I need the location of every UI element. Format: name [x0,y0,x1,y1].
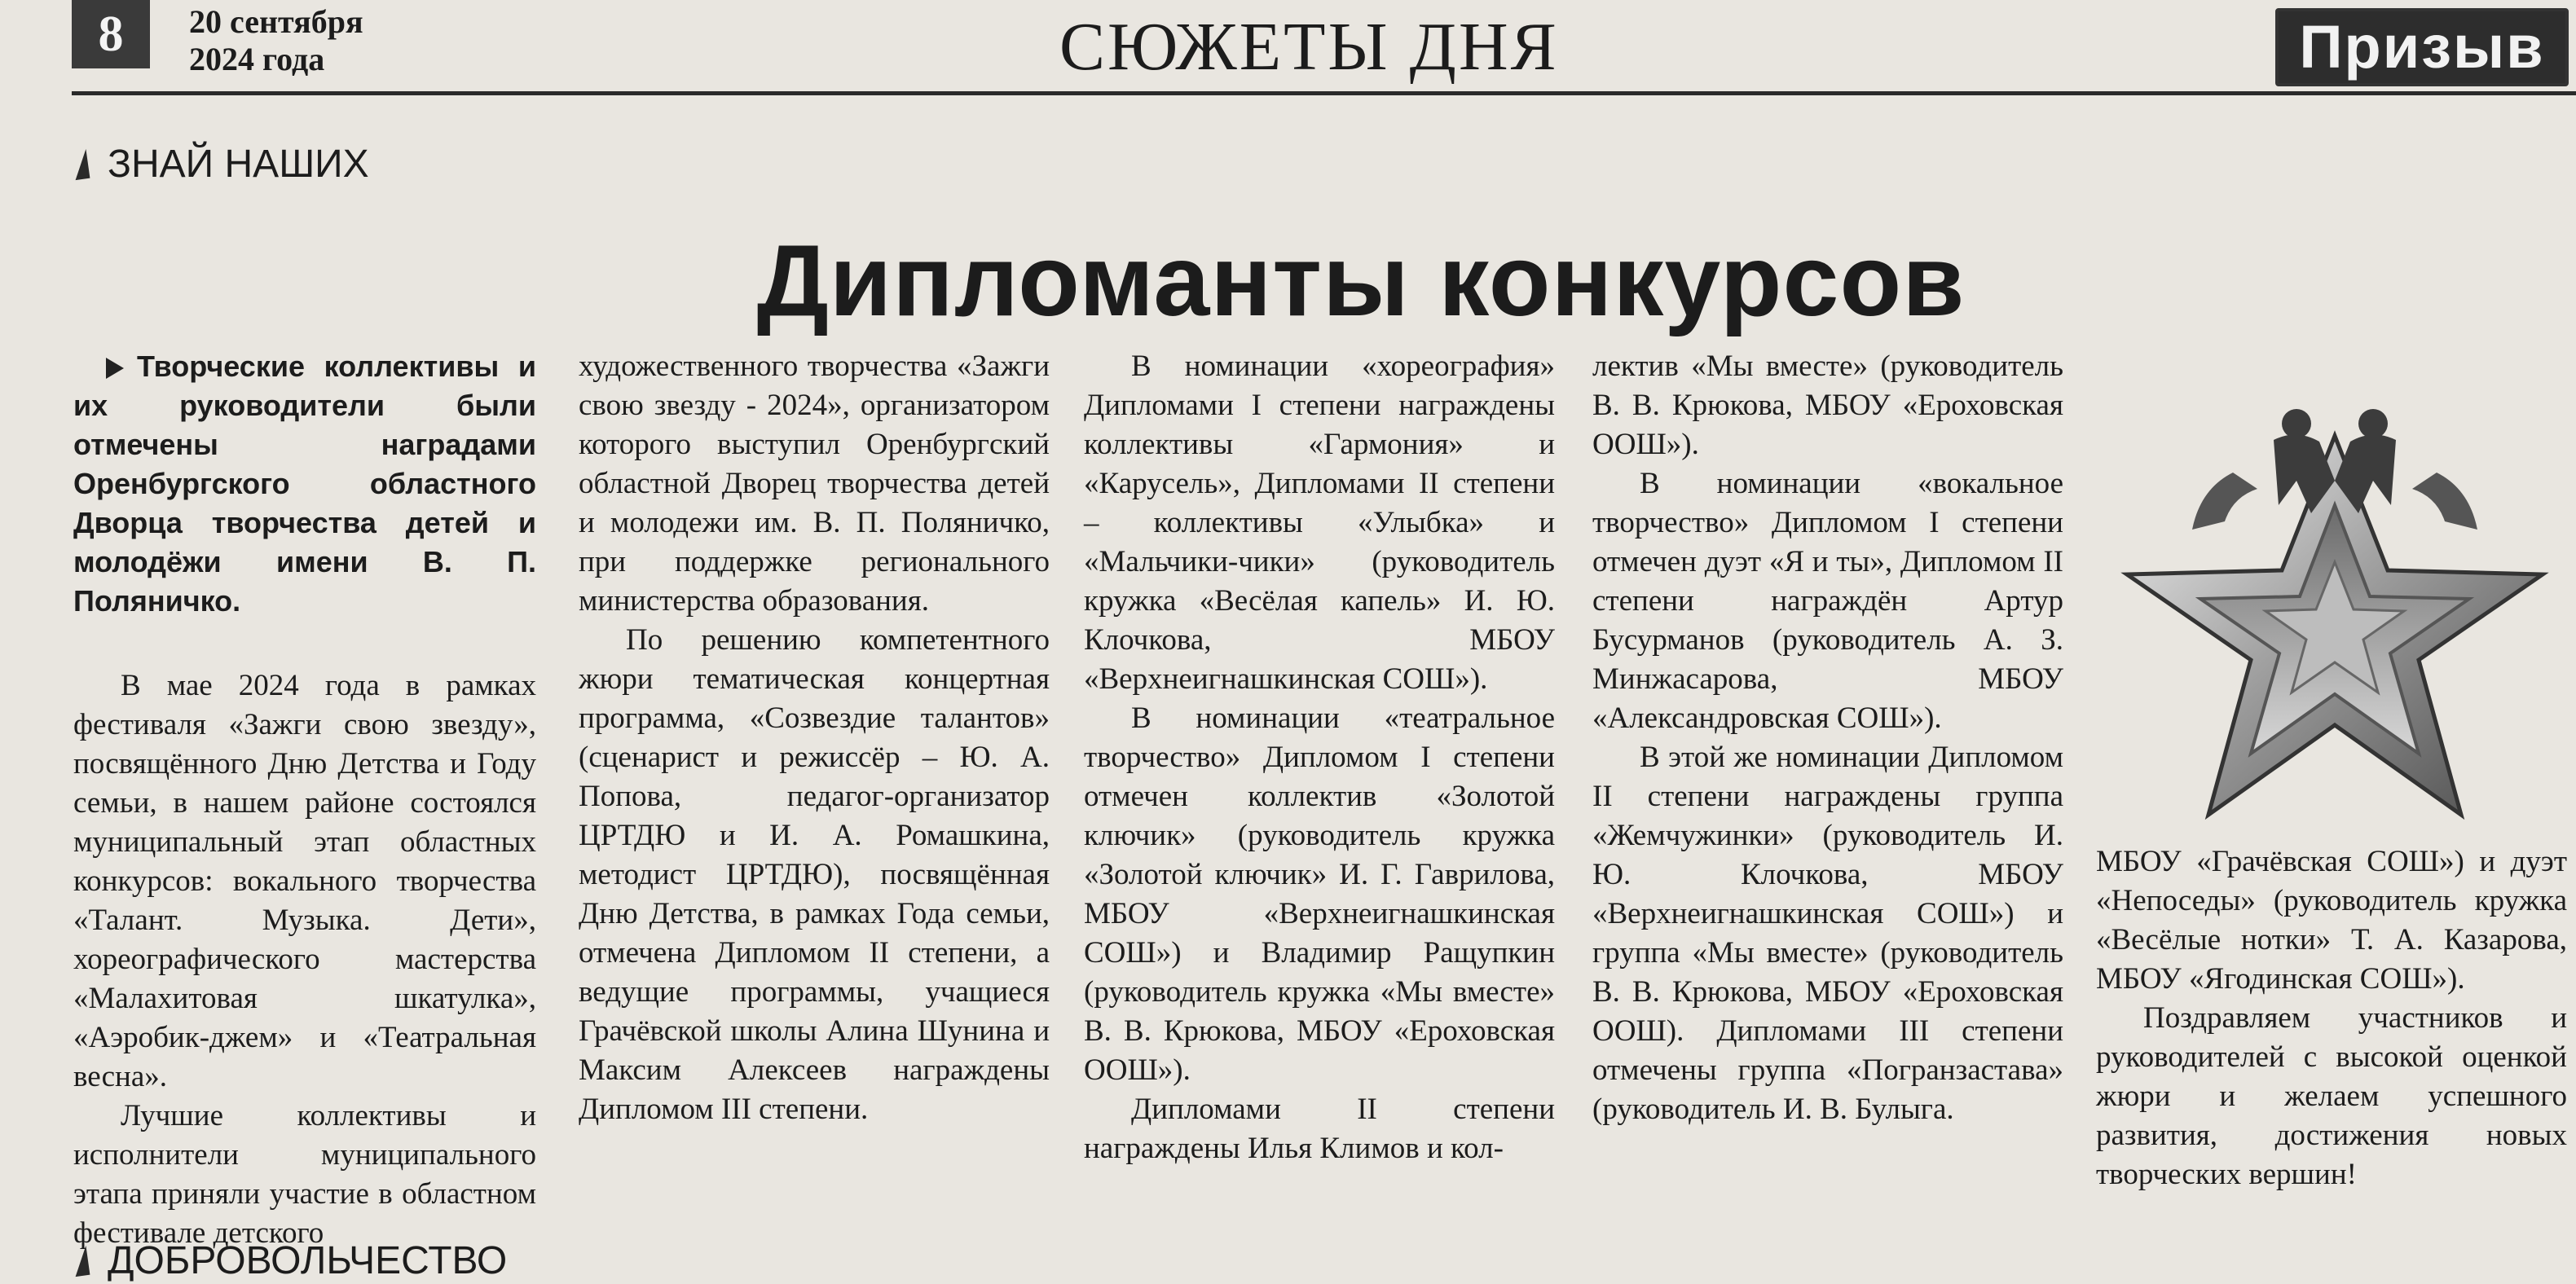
paragraph: Поздравляем участников и руководителей с высокой оценкой жюри и желаем успешного развития, достижения новых творческих вершин! [2096,1001,2567,1191]
issue-date: 20 сентября 2024 года [189,3,363,77]
article-column-2 [579,347,1050,1129]
paragraph: МБОУ «Грачёвская СОШ») и дуэт «Непоседы» (руководитель кружка «Весёлые нотки» Т. А. Казарова, МБОУ «Ягодинская СОШ»). [2096,845,2567,996]
star-trophy-icon [2111,391,2559,831]
page-number: 8 [72,0,150,68]
paragraph: Лучшие коллективы и исполнители муниципального этапа приняли участие в областном фестивале детского [73,1099,536,1250]
rubric-triangle-icon [72,149,90,180]
article-lead: Творческие коллективы и их руководители были отмечены наградами Оренбургского областного Дворца творчества детей и молодёжи имени В. П. Поляничко. [73,350,536,618]
rubric: ЗНАЙ НАШИХ [73,142,369,187]
header-rule [72,91,2576,95]
lead-arrow-icon [106,358,124,379]
article-column-4 [1592,347,2063,1129]
page-header [0,0,2576,91]
next-rubric: ДОБРОВОЛЬЧЕСТВО [73,1238,507,1284]
article-column-5 [2096,842,2567,1194]
paragraph: В номинации «вокальное творчество» Дипломом I степени отмечен дуэт «Я и ты», Дипломом II степени награждён Артур Бусурманов (руководитель А. З. Минжасарова, МБОУ «Александровская СОШ»). [1592,467,2063,735]
paragraph: В этой же номинации Дипломом II степени награждены группа «Жемчужинки» (руководитель И. Ю. Клочкова, МБОУ «Верхнеигнашкинская СОШ») и группа «Мы вместе» (руководитель В. В. Крюкова, МБОУ «Ероховская ООШ). Дипломами III степени отмечены группа «Погранзастава» (руководитель И. В. Булыга. [1592,741,2063,1126]
newspaper-logo: Призыв [2275,8,2569,86]
paragraph: В номинации «театральное творчество» Дипломом I степени отмечен коллектив «Золотой ключик» (руководитель кружка «Золотой ключик» И. Г. Гаврилова, МБОУ «Верхнеигнашкинская СОШ») и Владимир Ращупкин (руководитель кружка «Мы вместе» В. В. Крюкова, МБОУ «Ероховская ООШ»). [1084,701,1555,1087]
article-headline: Дипломанты конкурсов [756,225,1966,337]
article-column-3 [1084,347,1555,1168]
paragraph: художественного творчества «Зажги свою звезду - 2024», организатором которого выступил Оренбургский областной Дворец творчества детей и молодежи им. В. П. Поляничко, при поддержке регионального министерства образования. [579,350,1050,618]
paragraph: лектив «Мы вместе» (руководитель В. В. Крюкова, МБОУ «Ероховская ООШ»). [1592,350,2063,461]
paragraph: В мае 2024 года в рамках фестиваля «Зажги свою звезду», посвящённого Дню Детства и Году семьи, в нашем районе состоялся муниципальный этап областных конкурсов: вокального творчества «Талант. Музыка. Дети», хореографического мастерства «Малахитовая шкатулка», «Аэробик-джем» и «Театральная весна». [73,669,536,1093]
rubric-triangle-icon [72,1246,90,1277]
section-title: СЮЖЕТЫ ДНЯ [1059,9,1559,85]
article-column-1 [73,347,536,1253]
paragraph: Дипломами II степени награждены Илья Климов и кол- [1084,1093,1555,1165]
paragraph: По решению компетентного жюри тематическая концертная программа, «Созвездие талантов» (сценарист и режиссёр – Ю. А. Попова, педагог-организатор ЦРТДЮ и И. А. Ромашкина, методист ЦРТДЮ), посвящённая Дню Детства, в рамках Года семьи, отмечена Дипломом II степени, а ведущие программы, учащиеся Грачёвской школы Алина Шунина и Максим Алексеев награждены Дипломом III степени. [579,623,1050,1126]
paragraph: В номинации «хореография» Дипломами I степени награждены коллективы «Гармония» и «Карусель», Дипломами II степени – коллективы «Улыбка» и «Мальчики-чики» (руководитель кружка «Весёлая капель» И. Ю. Клочкова, МБОУ «Верхнеигнашкинская СОШ»). [1084,350,1555,696]
